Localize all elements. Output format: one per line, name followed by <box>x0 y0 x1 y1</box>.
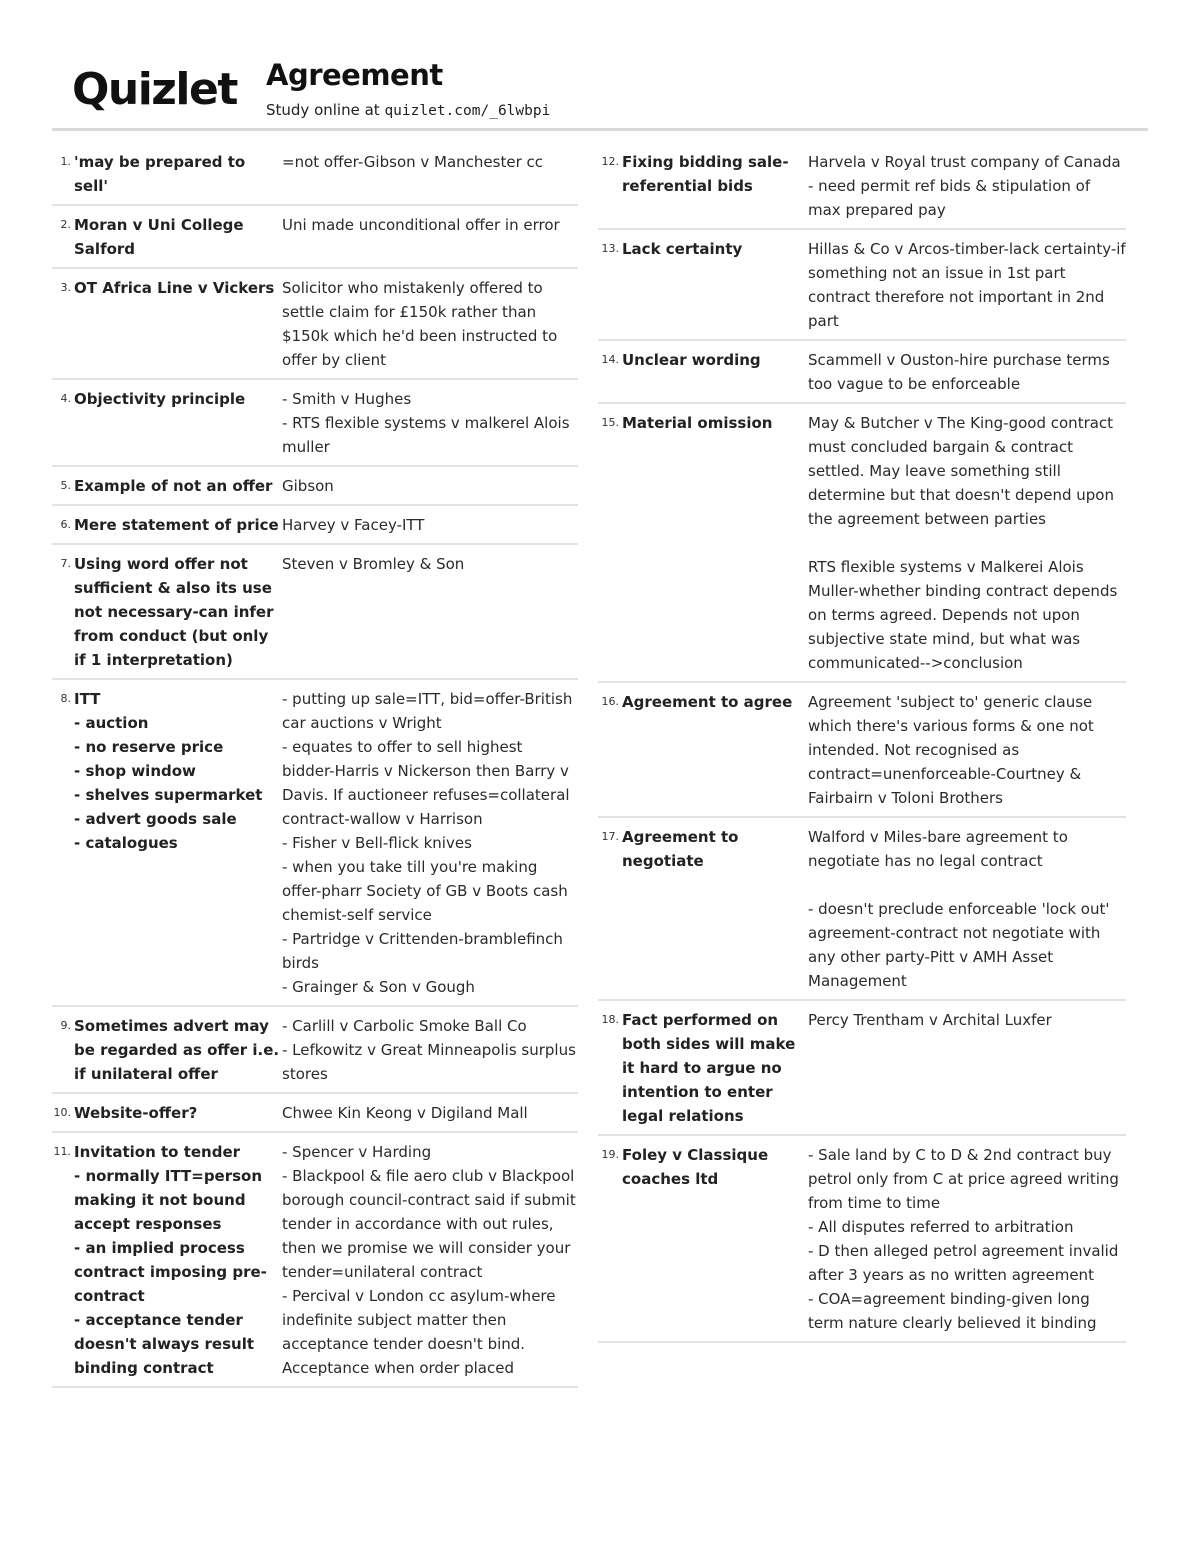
card-number: 4. <box>60 392 71 405</box>
card-row <box>598 686 1126 818</box>
card-definition: Harvela v Royal trust company of Canada - need permit ref bids & stipulation of max prepared pay <box>808 153 1121 219</box>
card-term: OT Africa Line v Vickers <box>74 279 275 297</box>
card-term: Example of not an offer <box>74 477 273 495</box>
card-number: 2. <box>60 218 71 231</box>
card-row <box>52 509 578 545</box>
card-row <box>598 146 1126 230</box>
card-term: Material omission <box>622 414 773 432</box>
card-row <box>52 1097 578 1133</box>
card-row <box>52 209 578 269</box>
card-definition: Scammell v Ouston-hire purchase terms too vague to be enforceable <box>808 351 1110 393</box>
card-row <box>598 1004 1126 1136</box>
card-term: ITT - auction - no reserve price - shop window - shelves supermarket - advert goods sale - catalogues <box>74 690 263 852</box>
card-term: Sometimes advert may be regarded as offer i.e. if unilateral offer <box>74 1017 280 1083</box>
card-term: Agreement to negotiate <box>622 828 739 870</box>
card-number: 3. <box>60 281 71 294</box>
card-definition: - Spencer v Harding - Blackpool & file aero club v Blackpool borough council-contract said if submit tender in accordance with out rules, then we promise we will consider your tender=unilateral contract - Percival v London cc asylum-where indefinite subject matter then acceptance tender doesn't bind. Acceptance when order placed <box>282 1143 576 1377</box>
card-row <box>52 146 578 206</box>
card-term: Lack certainty <box>622 240 743 258</box>
card-row <box>52 548 578 680</box>
card-term: Objectivity principle <box>74 390 246 408</box>
card-number: 8. <box>60 692 71 705</box>
card-definition: May & Butcher v The King-good contract must concluded bargain & contract settled. May leave something still determine but that doesn't depend upon the agreement between parties RTS flexible systems v Malkerei Alois Muller-whether binding contract depends on terms agreed. Depends not upon subjective state mind, but what was communicated-->conclusion <box>808 414 1118 672</box>
card-row <box>52 683 578 1007</box>
card-term: Foley v Classique coaches ltd <box>622 1146 769 1188</box>
quizlet-logo: Quizlet <box>72 64 237 115</box>
card-row <box>52 470 578 506</box>
card-term: Website-offer? <box>74 1104 198 1122</box>
card-term: Fixing bidding sale-referential bids <box>622 153 789 195</box>
card-row <box>598 407 1126 683</box>
card-row <box>52 1136 578 1388</box>
card-term: Invitation to tender - normally ITT=person making it not bound accept responses - an implied process contract imposing pre-contract - acceptance tender doesn't always result binding contract <box>74 1143 267 1377</box>
card-definition: Solicitor who mistakenly offered to settle claim for £150k rather than $150k which he'd been instructed to offer by client <box>282 279 558 369</box>
card-definition: Percy Trentham v Archital Luxfer <box>808 1011 1052 1029</box>
card-term: Moran v Uni College Salford <box>74 216 244 258</box>
card-number: 6. <box>60 518 71 531</box>
card-row <box>52 383 578 467</box>
card-row <box>52 272 578 380</box>
card-term: Fact performed on both sides will make it hard to argue no intention to enter legal relations <box>622 1011 796 1125</box>
card-term: 'may be prepared to sell' <box>74 153 246 195</box>
card-term: Unclear wording <box>622 351 761 369</box>
card-definition: Walford v Miles-bare agreement to negotiate has no legal contract - doesn't preclude enforceable 'lock out' agreement-contract not negotiate with any other party-Pitt v AMH Asset Management <box>808 828 1110 990</box>
left-column <box>52 146 578 1391</box>
card-number: 10. <box>53 1106 71 1119</box>
card-definition: Gibson <box>282 477 334 495</box>
card-row <box>598 1139 1126 1343</box>
subtitle-prefix: Study online at <box>266 101 385 119</box>
card-definition: Agreement 'subject to' generic clause which there's various forms & one not intended. Not recognised as contract=unenforceable-Courtney & Fairbairn v Toloni Brothers <box>808 693 1094 807</box>
card-definition: =not offer-Gibson v Manchester cc <box>282 153 544 171</box>
card-row <box>598 821 1126 1001</box>
card-definition: - putting up sale=ITT, bid=offer-British car auctions v Wright - equates to offer to sell highest bidder-Harris v Nickerson then Barry v Davis. If auctioneer refuses=collateral contract-wallow v Harrison - Fisher v Bell-flick knives - when you take till you're making offer-pharr Society of GB v Boots cash chemist-self service - Partridge v Crittenden-bramblefinch birds - Grainger & Son v Gough <box>282 690 573 996</box>
card-number: 9. <box>60 1019 71 1032</box>
card-row <box>598 233 1126 341</box>
card-term: Agreement to agree <box>622 693 793 711</box>
card-row <box>598 344 1126 404</box>
card-number: 12. <box>601 155 619 168</box>
card-number: 7. <box>60 557 71 570</box>
page-title: Agreement <box>266 58 443 92</box>
card-definition: Chwee Kin Keong v Digiland Mall <box>282 1104 528 1122</box>
card-number: 5. <box>60 479 71 492</box>
card-number: 18. <box>601 1013 619 1026</box>
study-url-link[interactable]: quizlet.com/_6lwbpi <box>384 103 551 119</box>
header-divider <box>52 128 1148 131</box>
card-term: Using word offer not sufficient & also its use not necessary-can infer from conduct (but only if 1 interpretation) <box>74 555 274 669</box>
card-definition: - Sale land by C to D & 2nd contract buy petrol only from C at price agreed writing from time to time - All disputes referred to arbitration - D then alleged petrol agreement invalid after 3 years as no written agreement - COA=agreement binding-given long term nature clearly believed it binding <box>808 1146 1119 1332</box>
study-online-text <box>266 101 550 119</box>
card-number: 13. <box>601 242 619 255</box>
right-column <box>598 146 1126 1346</box>
card-definition: - Smith v Hughes - RTS flexible systems v malkerel Alois muller <box>282 390 570 456</box>
card-number: 11. <box>53 1145 71 1158</box>
card-term: Mere statement of price <box>74 516 279 534</box>
card-number: 17. <box>601 830 619 843</box>
card-definition: Harvey v Facey-ITT <box>282 516 425 534</box>
card-definition: - Carlill v Carbolic Smoke Ball Co - Lefkowitz v Great Minneapolis surplus stores <box>282 1017 576 1083</box>
card-number: 16. <box>601 695 619 708</box>
card-definition: Uni made unconditional offer in error <box>282 216 560 234</box>
card-number: 19. <box>601 1148 619 1161</box>
card-row <box>52 1010 578 1094</box>
card-definition: Hillas & Co v Arcos-timber-lack certainty-if something not an issue in 1st part contract therefore not important in 2nd part <box>808 240 1126 330</box>
card-number: 1. <box>60 155 71 168</box>
card-number: 14. <box>601 353 619 366</box>
card-number: 15. <box>601 416 619 429</box>
card-definition: Steven v Bromley & Son <box>282 555 465 573</box>
